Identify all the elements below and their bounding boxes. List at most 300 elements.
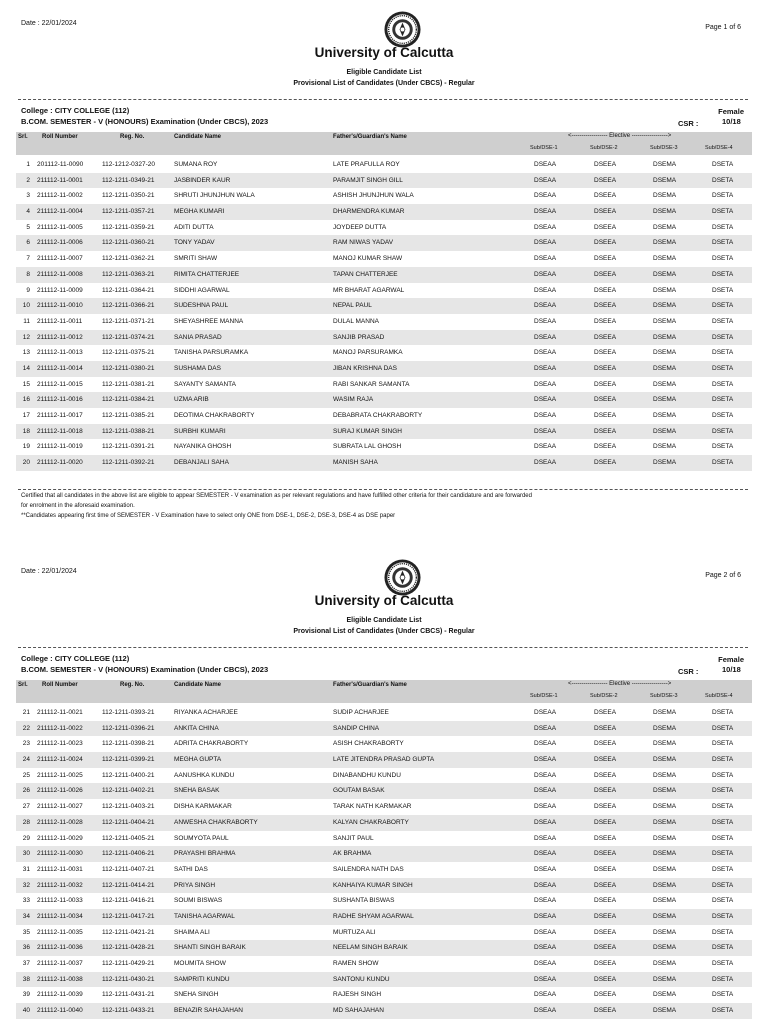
roll-number-cell: 211112-11-0004 xyxy=(37,208,83,216)
guardian-name-cell: RAMEN SHOW xyxy=(333,960,379,967)
university-title: University of Calcutta xyxy=(314,593,454,608)
candidate-name-cell: SUMANA ROY xyxy=(174,161,218,168)
guardian-name-cell: JOYDEEP DUTTA xyxy=(333,223,387,231)
candidate-name-cell: SAYANTY SAMANTA xyxy=(174,380,237,388)
candidate-name-cell: SATHI DAS xyxy=(174,865,208,873)
serial-cell: 14 xyxy=(22,364,30,372)
dse2-cell: DSEEA xyxy=(594,459,617,467)
divider xyxy=(18,99,748,100)
dse4-cell: DSETA xyxy=(712,724,734,732)
roll-number-cell: 211112-11-0040 xyxy=(37,1007,83,1015)
reg-number-cell: 112-1211-0404-21 xyxy=(102,818,155,826)
table-row xyxy=(16,752,752,768)
roll-number-cell: 211112-11-0009 xyxy=(37,286,83,294)
candidate-name-cell: NAYANIKA GHOSH xyxy=(174,443,232,451)
table-row xyxy=(16,314,752,330)
dse2-cell: DSEEA xyxy=(594,850,617,858)
table-row xyxy=(16,909,752,925)
dse2-cell: DSEEA xyxy=(594,333,617,341)
dse3-cell: DSEMA xyxy=(653,380,677,388)
serial-cell: 26 xyxy=(22,787,30,795)
dse4-cell: DSETA xyxy=(712,380,734,388)
dse2-cell: DSEEA xyxy=(594,176,617,184)
candidate-name-cell: MEGHA KUMARI xyxy=(174,208,225,216)
dse1-cell: DSEAA xyxy=(534,818,557,826)
dse3-cell: DSEMA xyxy=(653,427,677,435)
dse1-cell: DSEAA xyxy=(534,897,557,905)
dse3-cell: DSEMA xyxy=(653,724,677,732)
candidate-name-cell: SHANTI SINGH BARAIK xyxy=(174,944,246,952)
guardian-name-cell: NEPAL PAUL xyxy=(333,302,372,310)
dse4-cell: DSETA xyxy=(712,255,734,263)
candidate-name-cell: SOUMYOTA PAUL xyxy=(174,834,229,842)
reg-number-cell: 112-1211-0362-21 xyxy=(102,255,155,263)
guardian-name-cell: SANDIP CHINA xyxy=(333,724,380,732)
guardian-name-cell: ASHISH JHUNJHUN WALA xyxy=(333,192,414,200)
table-row xyxy=(16,220,752,236)
reg-number-cell: 112-1211-0359-21 xyxy=(102,223,155,231)
reg-number-cell: 112-1211-0399-21 xyxy=(102,756,155,764)
col-reg: Reg. No. xyxy=(120,134,145,140)
dse3-cell: DSEMA xyxy=(653,364,677,372)
divider xyxy=(18,647,748,648)
divider xyxy=(18,489,748,490)
dse1-cell: DSEAA xyxy=(534,865,557,873)
candidate-name-cell: DEOTIMA CHAKRABORTY xyxy=(174,412,255,419)
reg-number-cell: 112-1211-0405-21 xyxy=(102,834,155,842)
roll-number-cell: 211112-11-0008 xyxy=(37,270,83,278)
reg-number-cell: 112-1211-0360-21 xyxy=(102,239,155,247)
col-roll: Roll Number xyxy=(42,134,78,140)
dse3-cell: DSEMA xyxy=(653,176,677,184)
reg-number-cell: 112-1211-0421-21 xyxy=(102,928,155,936)
university-seal-icon xyxy=(383,558,422,597)
certification-note xyxy=(21,491,532,521)
dse3-cell: DSEMA xyxy=(653,286,677,294)
dse4-cell: DSETA xyxy=(712,865,734,873)
dse2-cell: DSEEA xyxy=(594,881,617,889)
reg-number-cell: 112-1211-0417-21 xyxy=(102,912,155,920)
dse2-cell: DSEEA xyxy=(594,912,617,920)
candidate-name-cell: SAMPRITI KUNDU xyxy=(174,975,230,983)
dse2-cell: DSEEA xyxy=(594,709,617,716)
candidate-name-cell: ADRITA CHAKRABORTY xyxy=(174,740,249,748)
serial-cell: 27 xyxy=(22,803,30,811)
table-row xyxy=(16,251,752,267)
candidate-table xyxy=(16,157,752,471)
dse1-cell: DSEAA xyxy=(534,176,557,184)
dse4-cell: DSETA xyxy=(712,302,734,310)
serial-cell: 37 xyxy=(22,960,30,967)
roll-number-cell: 211112-11-0002 xyxy=(37,192,83,200)
dse4-cell: DSETA xyxy=(712,944,734,952)
serial-cell: 6 xyxy=(26,239,30,247)
table-row xyxy=(16,204,752,220)
col-elective: <------------------ Elective ------------------> xyxy=(568,681,672,687)
dse4-cell: DSETA xyxy=(712,991,734,999)
table-row xyxy=(16,377,752,393)
dse3-cell: DSEMA xyxy=(653,850,677,858)
col-dse3: Sub/DSE-3 xyxy=(650,693,678,699)
dse3-cell: DSEMA xyxy=(653,270,677,278)
guardian-name-cell: WASIM RAJA xyxy=(333,396,374,404)
page-number: Page 2 of 6 xyxy=(705,572,741,579)
serial-cell: 2 xyxy=(26,176,30,184)
serial-cell: 11 xyxy=(23,317,30,325)
table-row xyxy=(16,878,752,894)
roll-number-cell: 211112-11-0014 xyxy=(37,364,83,372)
col-dse2: Sub/DSE-2 xyxy=(590,693,618,699)
guardian-name-cell: TARAK NATH KARMAKAR xyxy=(333,803,412,811)
candidate-name-cell: ADITI DUTTA xyxy=(174,223,214,231)
reg-number-cell: 112-1211-0381-21 xyxy=(102,380,155,388)
dse1-cell: DSEAA xyxy=(534,834,557,842)
serial-cell: 25 xyxy=(22,771,30,779)
serial-cell: 29 xyxy=(22,834,30,842)
guardian-name-cell: ASISH CHAKRABORTY xyxy=(333,740,404,748)
guardian-name-cell: MD SAHAJAHAN xyxy=(333,1007,384,1015)
table-row xyxy=(16,298,752,314)
serial-cell: 22 xyxy=(22,724,30,732)
roll-number-cell: 211112-11-0013 xyxy=(37,349,83,357)
roll-number-cell: 211112-11-0012 xyxy=(37,333,83,341)
table-row xyxy=(16,956,752,972)
serial-cell: 5 xyxy=(26,223,30,231)
dse3-cell: DSEMA xyxy=(653,834,677,842)
col-reg: Reg. No. xyxy=(120,682,145,688)
dse1-cell: DSEAA xyxy=(534,459,557,467)
list-title: Eligible Candidate List xyxy=(346,617,422,624)
dse2-cell: DSEEA xyxy=(594,223,617,231)
dse3-cell: DSEMA xyxy=(653,239,677,247)
table-row xyxy=(16,736,752,752)
guardian-name-cell: SANTONU KUNDU xyxy=(333,975,390,983)
dse4-cell: DSETA xyxy=(712,349,734,357)
dse4-cell: DSETA xyxy=(712,975,734,983)
list-title: Eligible Candidate List xyxy=(346,69,422,76)
dse2-cell: DSEEA xyxy=(594,1007,617,1015)
col-srl: Srl. xyxy=(18,134,28,140)
dse2-cell: DSEEA xyxy=(594,803,617,811)
dse1-cell: DSEAA xyxy=(534,239,557,247)
guardian-name-cell: DHARMENDRA KUMAR xyxy=(333,208,405,216)
roll-number-cell: 211112-11-0032 xyxy=(37,881,83,889)
dse4-cell: DSETA xyxy=(712,1007,734,1015)
roll-number-cell: 211112-11-0035 xyxy=(37,928,83,936)
col-dse3: Sub/DSE-3 xyxy=(650,145,678,151)
roll-number-cell: 211112-11-0019 xyxy=(37,443,83,451)
dse2-cell: DSEEA xyxy=(594,412,617,419)
dse4-cell: DSETA xyxy=(712,208,734,216)
dse1-cell: DSEAA xyxy=(534,302,557,310)
reg-number-cell: 112-1211-0388-21 xyxy=(102,427,155,435)
guardian-name-cell: RAJESH SINGH xyxy=(333,991,382,999)
dse2-cell: DSEEA xyxy=(594,317,617,325)
serial-cell: 36 xyxy=(22,944,30,952)
dse2-cell: DSEEA xyxy=(594,161,617,168)
dse4-cell: DSETA xyxy=(712,192,734,200)
candidate-name-cell: UZMA ARIB xyxy=(174,396,209,404)
guardian-name-cell: SUBRATA LAL GHOSH xyxy=(333,443,402,451)
reg-number-cell: 112-1211-0384-21 xyxy=(102,396,155,404)
dse4-cell: DSETA xyxy=(712,818,734,826)
dse1-cell: DSEAA xyxy=(534,756,557,764)
reg-number-cell: 112-1211-0431-21 xyxy=(102,991,155,999)
roll-number-cell: 211112-11-0037 xyxy=(37,960,83,967)
dse4-cell: DSETA xyxy=(712,317,734,325)
roll-number-cell: 211112-11-0010 xyxy=(37,302,83,310)
reg-number-cell: 112-1211-0357-21 xyxy=(102,208,155,216)
dse3-cell: DSEMA xyxy=(653,349,677,357)
serial-cell: 16 xyxy=(22,396,30,404)
dse3-cell: DSEMA xyxy=(653,317,677,325)
roll-number-cell: 211112-11-0018 xyxy=(37,427,83,435)
candidate-name-cell: SUDESHNA PAUL xyxy=(174,302,229,310)
candidate-name-cell: SURBHI KUMARI xyxy=(174,427,226,435)
table-row xyxy=(16,188,752,204)
reg-number-cell: 112-1211-0429-21 xyxy=(102,960,155,967)
candidate-name-cell: MOUMITA SHOW xyxy=(174,960,226,967)
guardian-name-cell: SANJIB PRASAD xyxy=(333,333,385,341)
dse3-cell: DSEMA xyxy=(653,771,677,779)
guardian-name-cell: MR BHARAT AGARWAL xyxy=(333,286,405,294)
dse4-cell: DSETA xyxy=(712,756,734,764)
dse3-cell: DSEMA xyxy=(653,161,677,168)
col-elective: <------------------ Elective ------------------> xyxy=(568,133,672,139)
dse1-cell: DSEAA xyxy=(534,960,557,967)
guardian-name-cell: GOUTAM BASAK xyxy=(333,787,385,795)
csr-label: CSR : xyxy=(678,667,699,676)
candidate-name-cell: SHRUTI JHUNJHUN WALA xyxy=(174,192,255,200)
roll-number-cell: 211112-11-0023 xyxy=(37,740,83,748)
dse1-cell: DSEAA xyxy=(534,771,557,779)
roll-number-cell: 211112-11-0031 xyxy=(37,865,83,873)
dse1-cell: DSEAA xyxy=(534,208,557,216)
roll-number-cell: 211112-11-0036 xyxy=(37,944,83,952)
reg-number-cell: 112-1211-0428-21 xyxy=(102,944,155,952)
dse4-cell: DSETA xyxy=(712,412,734,419)
dse4-cell: DSETA xyxy=(712,459,734,467)
dse2-cell: DSEEA xyxy=(594,865,617,873)
reg-number-cell: 112-1211-0349-21 xyxy=(102,176,155,184)
dse2-cell: DSEEA xyxy=(594,364,617,372)
table-row xyxy=(16,831,752,847)
dse2-cell: DSEEA xyxy=(594,302,617,310)
dse3-cell: DSEMA xyxy=(653,803,677,811)
serial-cell: 21 xyxy=(22,709,30,716)
reg-number-cell: 112-1211-0366-21 xyxy=(102,302,155,310)
candidate-name-cell: SHAIMA ALI xyxy=(174,928,210,936)
dse4-cell: DSETA xyxy=(712,161,734,168)
dse1-cell: DSEAA xyxy=(534,161,557,168)
guardian-name-cell: SUSHANTA BISWAS xyxy=(333,897,395,905)
dse1-cell: DSEAA xyxy=(534,427,557,435)
dse2-cell: DSEEA xyxy=(594,270,617,278)
footer-line: Certified that all candidates in the above list are eligible to appear SEMESTER - V examination as per relevant regulations and have fulfilled other criteria for their candidature and are forwarded xyxy=(21,493,532,499)
dse3-cell: DSEMA xyxy=(653,740,677,748)
guardian-name-cell: PARAMJIT SINGH GILL xyxy=(333,176,403,184)
dse3-cell: DSEMA xyxy=(653,975,677,983)
reg-number-cell: 112-1211-0416-21 xyxy=(102,897,155,905)
dse1-cell: DSEAA xyxy=(534,223,557,231)
table-row xyxy=(16,940,752,956)
exam-name: B.COM. SEMESTER - V (HONOURS) Examination (Under CBCS), 2023 xyxy=(21,117,269,126)
table-row xyxy=(16,330,752,346)
dse4-cell: DSETA xyxy=(712,960,734,967)
dse4-cell: DSETA xyxy=(712,912,734,920)
col-name: Candidate Name xyxy=(174,682,222,688)
dse2-cell: DSEEA xyxy=(594,286,617,294)
table-row xyxy=(16,987,752,1003)
table-row xyxy=(16,235,752,251)
table-row xyxy=(16,439,752,455)
col-father: Father's/Guardian's Name xyxy=(333,682,407,688)
reg-number-cell: 112-1211-0393-21 xyxy=(102,709,155,716)
candidate-name-cell: DEBANJALI SAHA xyxy=(174,459,229,467)
roll-number-cell: 211112-11-0005 xyxy=(37,223,83,231)
roll-number-cell: 211112-11-0034 xyxy=(37,912,83,920)
dse2-cell: DSEEA xyxy=(594,349,617,357)
footer-line: **Candidates appearing first time of SEMESTER - V Examination have to select only ONE from DSE-1, DSE-2, DSE-3, DSE-4 as DSE paper xyxy=(21,513,396,519)
guardian-name-cell: MANISH SAHA xyxy=(333,459,378,467)
table-row xyxy=(16,408,752,424)
col-dse4: Sub/DSE-4 xyxy=(705,145,733,151)
guardian-name-cell: SURAJ KUMAR SINGH xyxy=(333,427,402,435)
guardian-name-cell: LATE PRAFULLA ROY xyxy=(333,161,400,168)
dse1-cell: DSEAA xyxy=(534,443,557,451)
dse1-cell: DSEAA xyxy=(534,881,557,889)
candidate-name-cell: SHEYASHREE MANNA xyxy=(174,317,244,325)
reg-number-cell: 112-1211-0380-21 xyxy=(102,364,155,372)
dse1-cell: DSEAA xyxy=(534,1007,557,1015)
candidate-name-cell: RIMITA CHATTERJEE xyxy=(174,270,240,278)
footer-line: for enrolment in the aforesaid examination. xyxy=(21,503,135,509)
college-name: College : CITY COLLEGE (112) xyxy=(21,654,130,663)
table-row xyxy=(16,283,752,299)
dse2-cell: DSEEA xyxy=(594,928,617,936)
serial-cell: 10 xyxy=(22,302,30,310)
serial-cell: 19 xyxy=(22,443,30,451)
dse1-cell: DSEAA xyxy=(534,944,557,952)
serial-cell: 15 xyxy=(22,380,30,388)
col-dse1: Sub/DSE-1 xyxy=(530,693,558,699)
serial-cell: 18 xyxy=(22,427,30,435)
candidate-name-cell: PRAYASHI BRAHMA xyxy=(174,850,236,858)
reg-number-cell: 112-1211-0406-21 xyxy=(102,850,155,858)
reg-number-cell: 112-1211-0398-21 xyxy=(102,740,155,748)
serial-cell: 3 xyxy=(26,192,30,200)
candidate-name-cell: ANKITA CHINA xyxy=(174,724,219,732)
dse1-cell: DSEAA xyxy=(534,192,557,200)
dse1-cell: DSEAA xyxy=(534,912,557,920)
dse4-cell: DSETA xyxy=(712,850,734,858)
dse3-cell: DSEMA xyxy=(653,208,677,216)
dse3-cell: DSEMA xyxy=(653,928,677,936)
dse4-cell: DSETA xyxy=(712,709,734,716)
roll-number-cell: 211112-11-0030 xyxy=(37,850,83,858)
candidate-name-cell: JASBINDER KAUR xyxy=(174,176,231,184)
dse4-cell: DSETA xyxy=(712,771,734,779)
serial-cell: 30 xyxy=(22,850,30,858)
university-seal-icon xyxy=(383,10,422,49)
candidate-name-cell: SOUMI BISWAS xyxy=(174,897,223,905)
dse1-cell: DSEAA xyxy=(534,709,557,716)
roll-number-cell: 211112-11-0039 xyxy=(37,991,83,999)
reg-number-cell: 112-1211-0433-21 xyxy=(102,1007,155,1015)
dse2-cell: DSEEA xyxy=(594,991,617,999)
dse3-cell: DSEMA xyxy=(653,787,677,795)
serial-cell: 9 xyxy=(26,286,30,294)
guardian-name-cell: RABI SANKAR SAMANTA xyxy=(333,380,410,388)
college-name: College : CITY COLLEGE (112) xyxy=(21,106,130,115)
guardian-name-cell: SUDIP ACHARJEE xyxy=(333,709,389,716)
csr-value: 10/18 xyxy=(722,665,741,674)
guardian-name-cell: MANOJ PARSURAMKA xyxy=(333,349,403,357)
dse4-cell: DSETA xyxy=(712,223,734,231)
reg-number-cell: 112-1211-0414-21 xyxy=(102,881,155,889)
dse2-cell: DSEEA xyxy=(594,975,617,983)
dse1-cell: DSEAA xyxy=(534,975,557,983)
reg-number-cell: 112-1211-0385-21 xyxy=(102,412,155,419)
dse2-cell: DSEEA xyxy=(594,255,617,263)
table-row xyxy=(16,799,752,815)
dse2-cell: DSEEA xyxy=(594,897,617,905)
dse4-cell: DSETA xyxy=(712,928,734,936)
dse4-cell: DSETA xyxy=(712,270,734,278)
list-subtitle: Provisional List of Candidates (Under CBCS) - Regular xyxy=(293,628,475,635)
reg-number-cell: 112-1211-0363-21 xyxy=(102,270,155,278)
serial-cell: 38 xyxy=(22,975,30,983)
candidate-table xyxy=(16,705,752,1019)
dse3-cell: DSEMA xyxy=(653,255,677,263)
reg-number-cell: 112-1211-0375-21 xyxy=(102,349,155,357)
guardian-name-cell: KANHAIYA KUMAR SINGH xyxy=(333,881,413,889)
dse2-cell: DSEEA xyxy=(594,239,617,247)
col-dse2: Sub/DSE-2 xyxy=(590,145,618,151)
dse3-cell: DSEMA xyxy=(653,223,677,231)
serial-cell: 4 xyxy=(26,208,30,216)
table-row xyxy=(16,392,752,408)
dse3-cell: DSEMA xyxy=(653,192,677,200)
dse3-cell: DSEMA xyxy=(653,818,677,826)
dse4-cell: DSETA xyxy=(712,396,734,404)
dse2-cell: DSEEA xyxy=(594,396,617,404)
candidate-name-cell: AANUSHKA KUNDU xyxy=(174,771,235,779)
gender-label: Female xyxy=(718,107,744,116)
serial-cell: 1 xyxy=(26,161,30,168)
dse2-cell: DSEEA xyxy=(594,787,617,795)
col-roll: Roll Number xyxy=(42,682,78,688)
table-header xyxy=(16,132,752,155)
dse4-cell: DSETA xyxy=(712,740,734,748)
dse2-cell: DSEEA xyxy=(594,380,617,388)
dse2-cell: DSEEA xyxy=(594,192,617,200)
candidate-name-cell: TANISHA PARSURAMKA xyxy=(174,349,249,357)
table-header xyxy=(16,680,752,703)
dse3-cell: DSEMA xyxy=(653,333,677,341)
dse3-cell: DSEMA xyxy=(653,897,677,905)
reg-number-cell: 112-1211-0430-21 xyxy=(102,975,155,983)
dse4-cell: DSETA xyxy=(712,333,734,341)
dse4-cell: DSETA xyxy=(712,443,734,451)
table-row xyxy=(16,424,752,440)
table-row xyxy=(16,721,752,737)
reg-number-cell: 112-1211-0391-21 xyxy=(102,443,155,451)
dse1-cell: DSEAA xyxy=(534,270,557,278)
dse1-cell: DSEAA xyxy=(534,255,557,263)
roll-number-cell: 211112-11-0029 xyxy=(37,834,83,842)
roll-number-cell: 211112-11-0020 xyxy=(37,459,83,467)
